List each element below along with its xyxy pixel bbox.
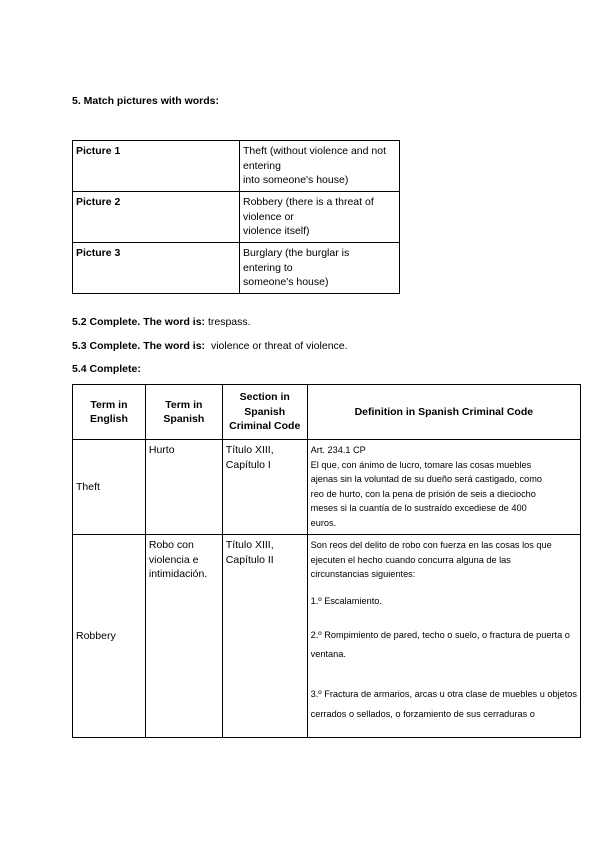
answer-5-2: trespass. xyxy=(207,316,251,328)
picture-label: Picture 1 xyxy=(73,141,240,192)
header-term-spanish: Term in Spanish xyxy=(145,385,222,440)
term-spanish: Robo con violencia e intimidación. xyxy=(145,535,222,738)
section-code: Título XIII, Capítulo I xyxy=(222,440,307,535)
match-table xyxy=(72,140,400,294)
picture-label: Picture 3 xyxy=(73,243,240,294)
table-row xyxy=(73,440,581,535)
picture-description: Burglary (the burglar is entering to someone's house) xyxy=(240,243,400,294)
section-code: Título XIII, Capítulo II xyxy=(222,535,307,738)
definition: Art. 234.1 CP El que, con ánimo de lucro, tomare las cosas muebles ajenas sin la voluntad de su dueño será castigado, como reo de hurto, con la pena de prisión de seis a dieciocho meses si la cuantía de lo sustraído excediese de 400 euros. xyxy=(307,440,580,535)
picture-description: Robbery (there is a threat of violence or violence itself) xyxy=(240,192,400,243)
section-5-4: 5.4 Complete: xyxy=(72,363,141,375)
picture-label: Picture 2 xyxy=(73,192,240,243)
answer-5-3: violence or threat of violence. xyxy=(210,340,348,352)
table-row xyxy=(73,243,400,294)
table-header-row xyxy=(73,385,581,440)
term-english: Robbery xyxy=(73,535,146,738)
header-section: Section in Spanish Criminal Code xyxy=(222,385,307,440)
section-5-3: 5.3 Complete. The word is: violence or threat of violence. xyxy=(72,340,348,352)
header-definition: Definition in Spanish Criminal Code xyxy=(307,385,580,440)
table-row xyxy=(73,535,581,738)
table-row xyxy=(73,192,400,243)
term-spanish: Hurto xyxy=(145,440,222,535)
table-row xyxy=(73,141,400,192)
section-5-2: 5.2 Complete. The word is: trespass. xyxy=(72,316,251,328)
definition: Son reos del delito de robo con fuerza en las cosas los que ejecuten el hecho cuando concurra alguna de las circunstancias siguientes: 1.º Escalamiento. 2.º Rompimiento de pared, techo o suelo, o fractura de puerta o ventana. 3.º Fractura de armarios, arcas u otra clase de muebles u objetos cerrados o sellados, o forzamiento de sus cerraduras o xyxy=(307,535,580,738)
term-english: Theft xyxy=(73,440,146,535)
criminal-code-table xyxy=(72,384,581,738)
section-5-heading: 5. Match pictures with words: xyxy=(72,95,220,107)
header-term-english: Term in English xyxy=(73,385,146,440)
picture-description: Theft (without violence and not entering into someone's house) xyxy=(240,141,400,192)
